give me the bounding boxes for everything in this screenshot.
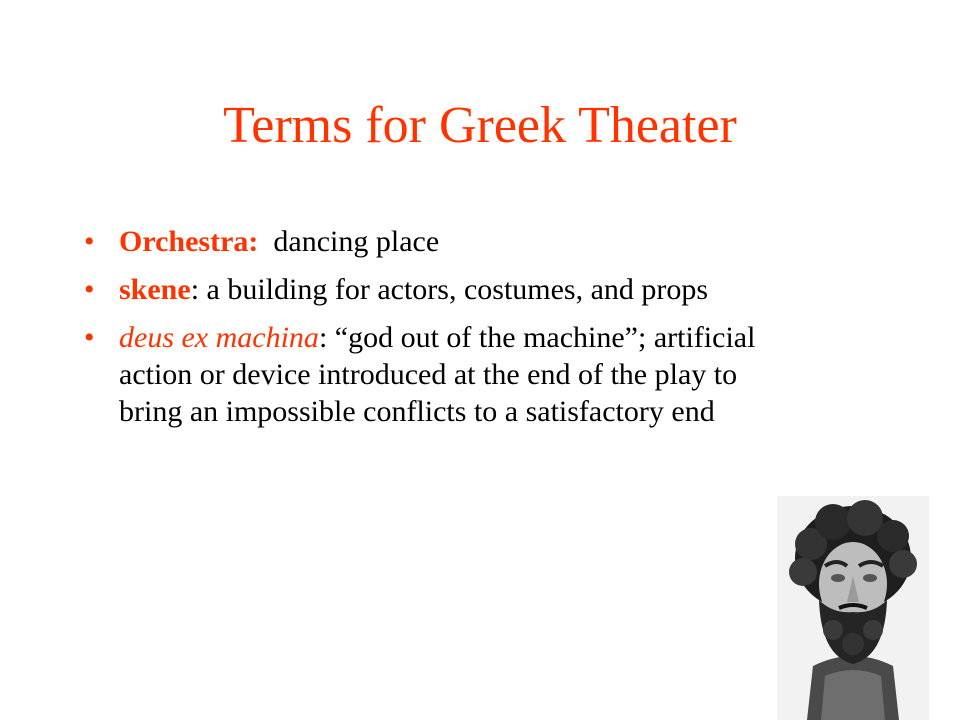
bust-photo: [777, 496, 929, 720]
bullet-dot: •: [84, 321, 95, 354]
definition-orchestra: dancing place: [258, 225, 440, 258]
list-item: [84, 223, 884, 260]
term-orchestra: Orchestra:: [119, 225, 259, 258]
bullet-list: [84, 223, 884, 441]
list-item: [84, 271, 884, 308]
list-item: [84, 319, 779, 430]
slide-title: Terms for Greek Theater: [223, 97, 737, 154]
bullet-dot: •: [84, 225, 95, 258]
definition-skene: : a building for actors, costumes, and props: [190, 273, 709, 306]
term-skene: skene: [119, 273, 191, 306]
bullet-dot: •: [84, 273, 95, 306]
bust-image: [777, 496, 929, 720]
definition-deus-ex-machina: : “god out of the machine”; artificial action or device introduced at the end of the play to bring an impossible conflicts to a satisfactory end: [119, 321, 756, 428]
term-deus-ex-machina: deus ex machina: [119, 321, 319, 354]
